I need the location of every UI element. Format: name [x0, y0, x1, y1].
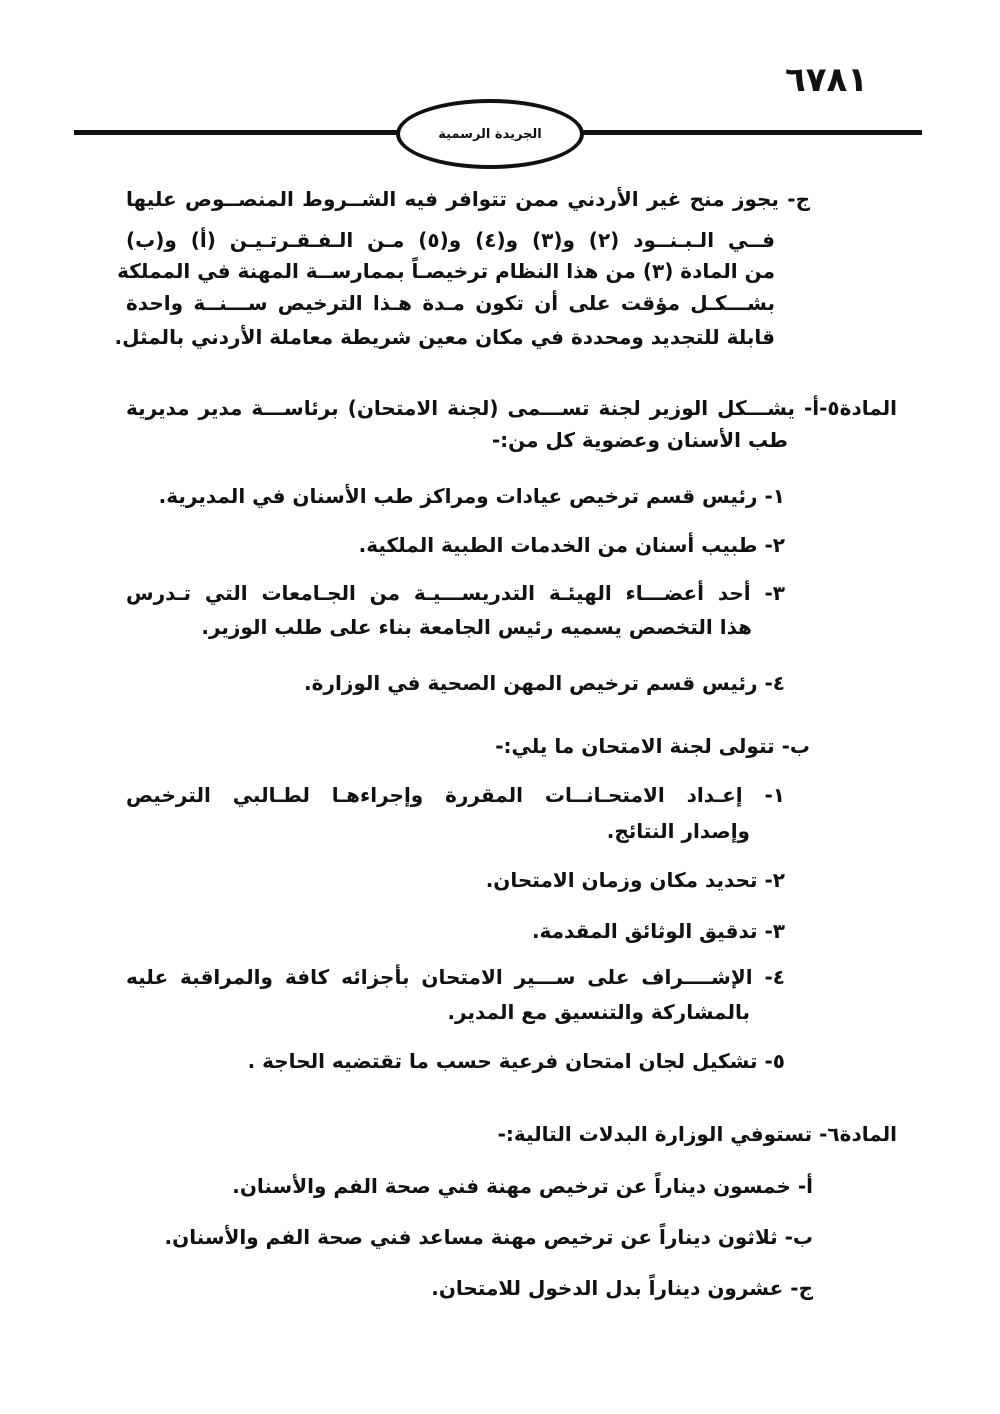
text-line: ٣- أحد أعضـــاء الهيئـة التدريســـيـة من الجـامعات التي تـدرس — [126, 581, 785, 605]
text-line: ٤- الإشــــراف على ســـير الامتحان بأجزائه كافة والمراقبة عليه — [126, 965, 785, 989]
text-line: أ- خمسون ديناراً عن ترخيص مهنة فني صحة الفم والأسنان. — [232, 1174, 813, 1198]
text-line: طب الأسنان وعضوية كل من:- — [491, 428, 788, 452]
text-line: ٢- طبيب أسنان من الخدمات الطبية الملكية. — [358, 533, 785, 557]
text-line: ٥- تشكيل لجان امتحان فرعية حسب ما تقتضيه الحاجة . — [247, 1049, 785, 1073]
page-number: ٦٧٨١ — [784, 60, 868, 100]
text-line: ٣- تدقيق الوثائق المقدمة. — [531, 919, 785, 943]
text-line: فــي الـبـنــود (٢) و(٣) و(٤) و(٥) مـن الـفـقـرتـيـن (أ) و(ب) — [126, 228, 775, 252]
text-line: وإصدار النتائج. — [606, 819, 750, 843]
header-seal — [396, 99, 584, 169]
text-line: ج- عشرون ديناراً بدل الدخول للامتحان. — [431, 1276, 813, 1300]
text-line: قابلة للتجديد ومحددة في مكان معين شريطة معاملة الأردني بالمثل. — [114, 325, 775, 349]
text-line: المادة٥-أ- يشـــكل الوزير لجنة تســـمى (لجنة الامتحان) برئاســـة مدير مديرية — [126, 396, 897, 420]
text-line: ١- رئيس قسم ترخيص عيادات ومراكز طب الأسنان في المديرية. — [158, 484, 785, 508]
text-line: بالمشاركة والتنسيق مع المدير. — [447, 1000, 750, 1024]
text-line: ١- إعـداد الامتحـانــات المقررة وإجراءهـا لطـالبي الترخيص — [126, 783, 785, 807]
text-line: من المادة (٣) من هذا النظام ترخيصـاً بممارســة المهنة في المملكة — [117, 259, 775, 283]
text-line: ٢- تحديد مكان وزمان الامتحان. — [485, 868, 785, 892]
publication-title: الجريدة الرسمية — [438, 126, 542, 142]
text-line: المادة٦- تستوفي الوزارة البدلات التالية:- — [497, 1122, 897, 1146]
text-line: بشـــكـل مؤقت على أن تكون مـدة هـذا الترخيص ســـنــة واحدة — [126, 291, 775, 315]
text-line: ٤- رئيس قسم ترخيص المهن الصحية في الوزارة. — [304, 671, 785, 695]
text-line: ج- يجوز منح غير الأردني ممن تتوافر فيه الشــروط المنصــوص عليها — [126, 187, 810, 211]
text-line: هذا التخصص يسميه رئيس الجامعة بناء على طلب الوزير. — [201, 615, 752, 639]
text-line: ب- تتولى لجنة الامتحان ما يلي:- — [495, 734, 810, 758]
text-line: ب- ثلاثون ديناراً عن ترخيص مهنة مساعد فني صحة الفم والأسنان. — [164, 1225, 813, 1249]
